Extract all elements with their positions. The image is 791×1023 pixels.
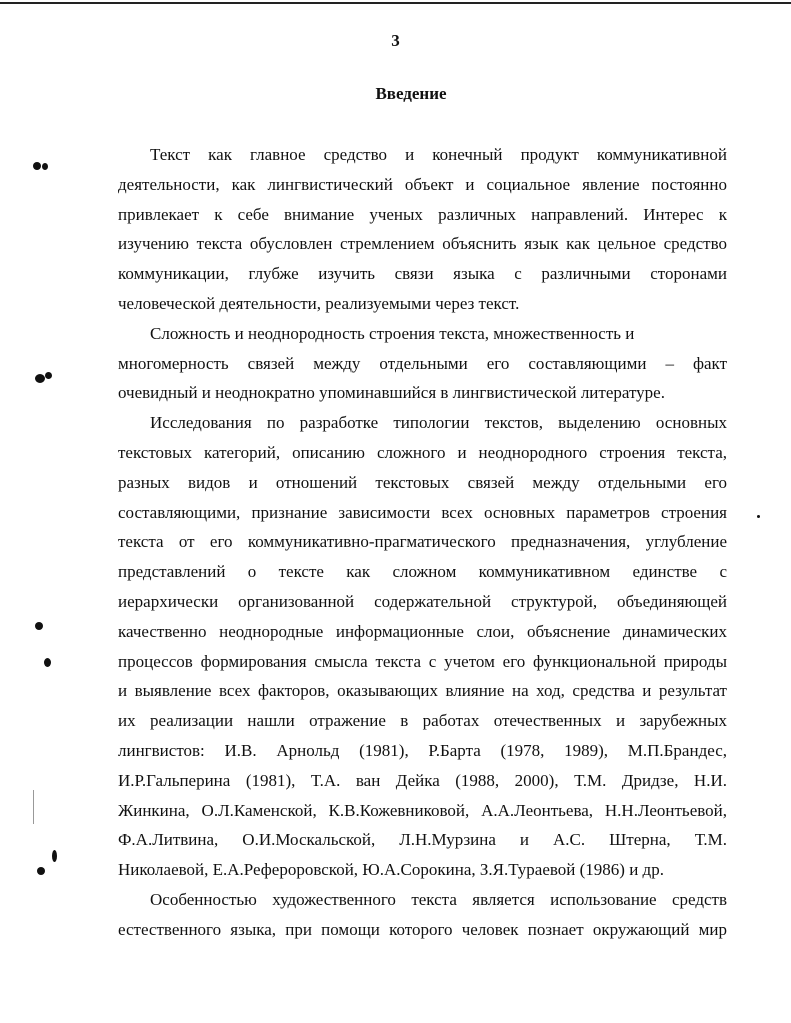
scan-edge-line	[33, 790, 34, 824]
text-line: Текст как главное средство и конечный продукт коммуникативной	[150, 145, 727, 164]
text-line: разных видов и отношений текстовых связей между отдельными его	[118, 472, 727, 492]
text-line: многомерность связей между отдельными его составляющими – факт	[118, 353, 727, 373]
scan-speck	[44, 658, 51, 667]
text-line: Исследования по разработке типологии текстов, выделению основных	[150, 413, 727, 433]
text-line: представлений о тексте как сложном коммуникативном единстве с	[118, 562, 727, 582]
scan-speck	[45, 372, 52, 379]
text-line: Особенностью художественного текста является использование средств	[150, 889, 727, 909]
text-line: очевидный и неоднократно упоминавшийся в лингвистической литературе.	[118, 383, 665, 403]
body-text	[118, 140, 727, 945]
scan-speck	[52, 850, 57, 862]
text-line: И.Р.Гальперина (1981), Т.А. ван Дейка (1988, 2000), Т.М. Дридзе, Н.И.	[118, 770, 727, 790]
text-line: Николаевой, Е.А.Рефероровской, Ю.А.Сорокина, З.Я.Тураевой (1986) и др.	[118, 860, 664, 880]
text-line: и выявление всех факторов, оказывающих влияние на ход, средства и результат	[118, 681, 727, 701]
text-line: человеческой деятельности, реализуемыми через текст.	[118, 293, 520, 313]
section-title: Введение	[375, 84, 447, 103]
text-line: привлекает к себе внимание ученых различных направлений. Интерес к	[118, 204, 727, 224]
text-line: естественного языка, при помощи которого человек познает окружающий мир	[118, 919, 727, 939]
page-number: 3	[391, 31, 400, 50]
text-line: изучению текста обусловлен стремлением объяснить язык как цельное средство	[118, 234, 727, 254]
scan-speck	[42, 163, 48, 170]
scan-speck	[33, 162, 41, 170]
top-border-rule	[0, 2, 791, 4]
text-line: лингвистов: И.В. Арнольд (1981), Р.Барта (1978, 1989), М.П.Брандес,	[118, 740, 727, 760]
text-line: Жинкина, О.Л.Каменской, К.В.Кожевниковой, А.А.Леонтьева, Н.Н.Леонтьевой,	[118, 800, 727, 820]
scan-speck	[37, 867, 45, 875]
scan-speck	[757, 515, 760, 518]
text-line: текста от его коммуникативно-прагматического предназначения, углубление	[118, 532, 727, 552]
scan-speck	[35, 374, 45, 383]
scan-speck	[35, 622, 43, 630]
text-line: текстовых категорий, описанию сложного и неоднородного строения текста,	[118, 442, 727, 462]
text-line: качественно неоднородные информационные слои, объяснение динамических	[118, 621, 727, 641]
text-line: их реализации нашли отражение в работах отечественных и зарубежных	[118, 711, 727, 731]
text-line: коммуникации, глубже изучить связи языка с различными сторонами	[118, 264, 727, 284]
text-line: Сложность и неоднородность строения текста, множественность и	[150, 323, 635, 343]
text-line: Ф.А.Литвина, О.И.Москальской, Л.Н.Мурзина и А.С. Штерна, Т.М.	[118, 830, 727, 850]
text-line: составляющими, признание зависимости всех основных параметров строения	[118, 502, 727, 522]
text-line: процессов формирования смысла текста с учетом его функциональной природы	[118, 651, 727, 671]
text-line: иерархически организованной содержательной структурой, объединяющей	[118, 591, 727, 611]
text-line: деятельности, как лингвистический объект и социальное явление постоянно	[118, 174, 727, 194]
